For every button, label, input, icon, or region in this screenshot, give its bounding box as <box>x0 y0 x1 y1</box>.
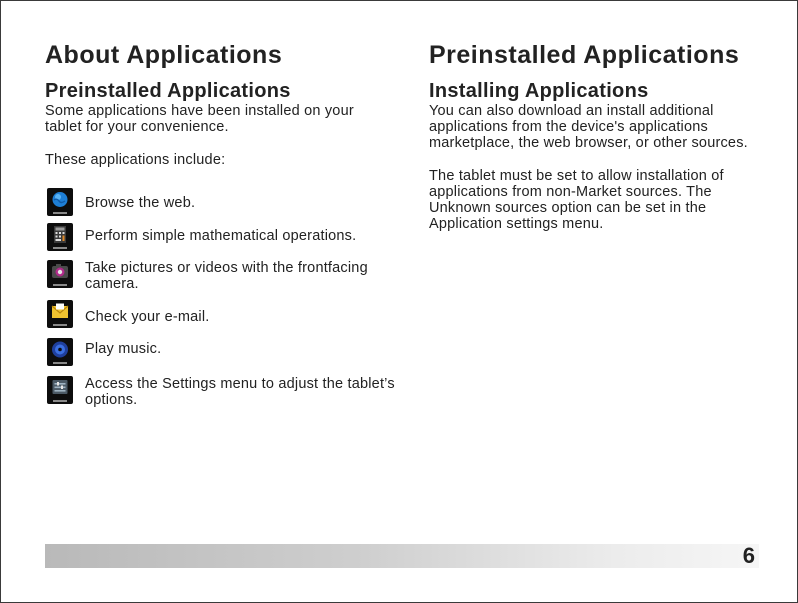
music-player-icon <box>47 338 73 366</box>
page-number: 6 <box>742 543 755 568</box>
body-paragraph: The tablet must be set to allow installation of applications from non-Market sources. The Unknown sources option can be set in the Application settings menu. <box>429 168 724 232</box>
browser-globe-icon <box>47 188 73 216</box>
page-title: About Applications <box>45 41 283 69</box>
app-description: Perform simple mathematical operations. <box>85 228 357 244</box>
section-heading: Preinstalled Applications <box>45 80 291 102</box>
section-heading: Installing Applications <box>429 80 649 102</box>
intro-paragraph: Some applications have been installed on your tablet for your convenience. <box>45 103 354 135</box>
calculator-icon <box>47 223 73 251</box>
settings-icon <box>47 376 73 404</box>
camera-icon <box>47 260 73 288</box>
includes-label: These applications include: <box>45 152 226 168</box>
email-envelope-icon <box>47 300 73 328</box>
app-description: Play music. <box>85 341 162 357</box>
app-description: Check your e-mail. <box>85 309 210 325</box>
body-paragraph: You can also download an install additional applications from the device's applications marketplace, the web browser, or other sources. <box>429 103 748 151</box>
app-description: Browse the web. <box>85 195 196 211</box>
app-description: Take pictures or videos with the frontfacing camera. <box>85 260 368 292</box>
app-description: Access the Settings menu to adjust the tablet’s options. <box>85 376 395 408</box>
page-title: Preinstalled Applications <box>429 41 740 69</box>
footer-bar <box>45 544 759 568</box>
